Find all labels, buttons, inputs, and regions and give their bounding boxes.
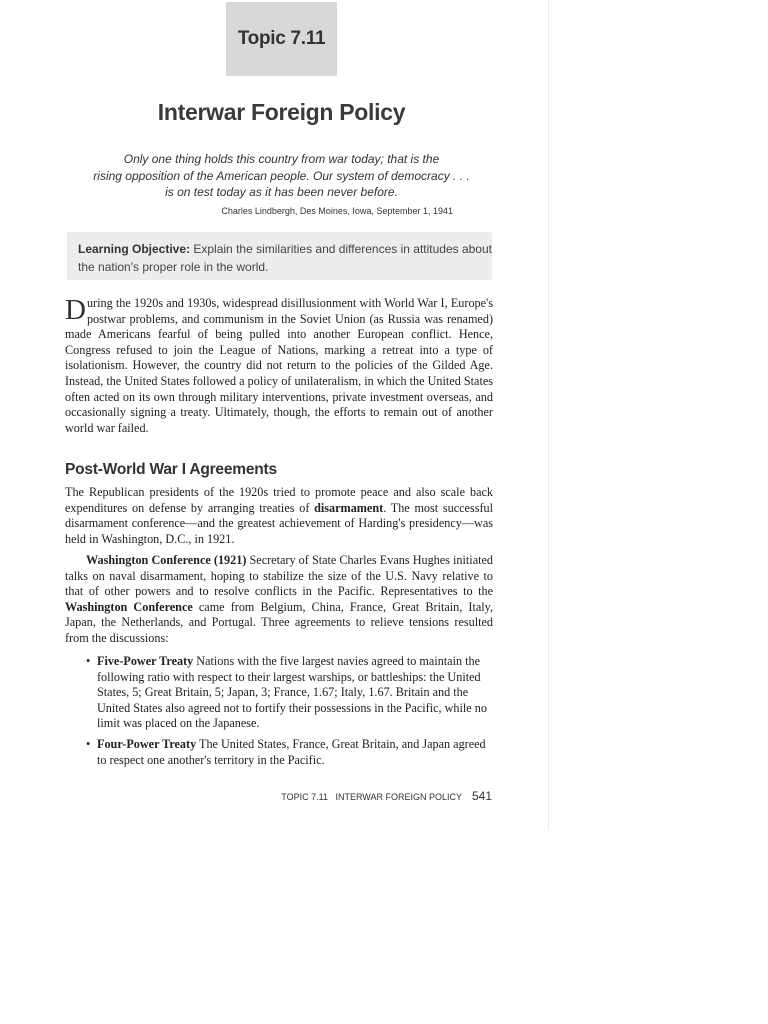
paragraph-text: The Republican presidents of the 1920s tried to promote peace and also scale back expenditures on defense by arranging treaties of [65, 485, 493, 515]
section-paragraph-1 [65, 485, 493, 547]
learning-objective-text: Explain the similarities and differences in attitudes about the nation's proper role in the world. [78, 242, 492, 274]
bullet-icon: • [86, 654, 91, 668]
intro-text: uring the 1920s and 1930s, widespread disillusionment with World War I, Europe's postwar problems, and communism in the Soviet Union (as Russia was renamed) made Americans fearful of being pulled into another European conflict. Hence, Congress refused to join the League of Nations, marking a retreat into a type of isolationism. However, the country did not return to the policies of the Gilded Age. Instead, the United States followed a policy of unilateralism, in which the United States often acted on its own through military interventions, private investment overseas, and occasionally signing a treaty. Ultimately, though, the efforts to remain out of another world war failed. [65, 296, 493, 435]
paragraph-text: Secretary of State Charles Evans Hughes initiated talks on naval disarmament, hoping to stabilize the size of the U.S. Navy relative to that of other powers and to resolve conflicts in the Pacific. Representatives to the [65, 553, 493, 599]
list-item [86, 654, 494, 732]
treaty-list [86, 654, 494, 773]
treaty-name: Five-Power Treaty [97, 654, 194, 668]
paragraph-text: came from Belgium, China, France, Great Britain, Italy, Japan, the Netherlands, and Portugal. Three agreements to relieve tensions resulted from the discussions: [65, 599, 493, 645]
page-footer [0, 789, 492, 803]
quote-attribution: Charles Lindbergh, Des Moines, Iowa, September 1, 1941 [221, 206, 453, 216]
treaty-name: Four-Power Treaty [97, 736, 197, 751]
treaty-text: The United States, France, Great Britain, and Japan agreed to respect one another's territory in the Pacific. [97, 736, 486, 767]
list-item [86, 737, 494, 768]
epigraph-quote [60, 151, 503, 201]
quote-line: Only one thing holds this country from war today; that is the [123, 152, 440, 166]
run-in-heading: Washington Conference (1921) [86, 553, 247, 567]
section-heading: Post-World War I Agreements [65, 461, 277, 478]
bullet-icon: • [86, 736, 91, 751]
topic-label: Topic 7.11 [226, 2, 337, 76]
treaty-text: Nations with the five largest navies agreed to maintain the following ratio with respect to their largest warships, or battleships: the United States, 5; Great Britain, 5; Japan, 3; France, 1.67; Italy, 1.67. Britain and the United States also agreed not to fortify their possessions in the Pacific, while no limit was placed on the Japanese. [97, 654, 487, 731]
drop-cap: D [65, 294, 86, 326]
paragraph-text: . The most successful disarmament conference—and the greatest achievement of Harding's presidency—was held in Washington, D.C., in 1921. [65, 500, 493, 546]
quote-line: rising opposition of the American people. Our system of democracy . . . [93, 168, 470, 183]
key-term: disarmament [314, 500, 384, 515]
learning-objective-label: Learning Objective: [78, 242, 191, 256]
quote-line: is on test today as it has been never before. [165, 185, 398, 199]
intro-paragraph [65, 296, 493, 436]
page-title: Interwar Foreign Policy [157, 99, 406, 125]
key-term: Washington Conference [65, 599, 193, 614]
learning-objective [78, 241, 498, 276]
section-paragraph-2 [65, 553, 493, 647]
running-head: TOPIC 7.11 INTERWAR FOREIGN POLICY [281, 792, 462, 802]
page-number: 541 [471, 789, 492, 803]
